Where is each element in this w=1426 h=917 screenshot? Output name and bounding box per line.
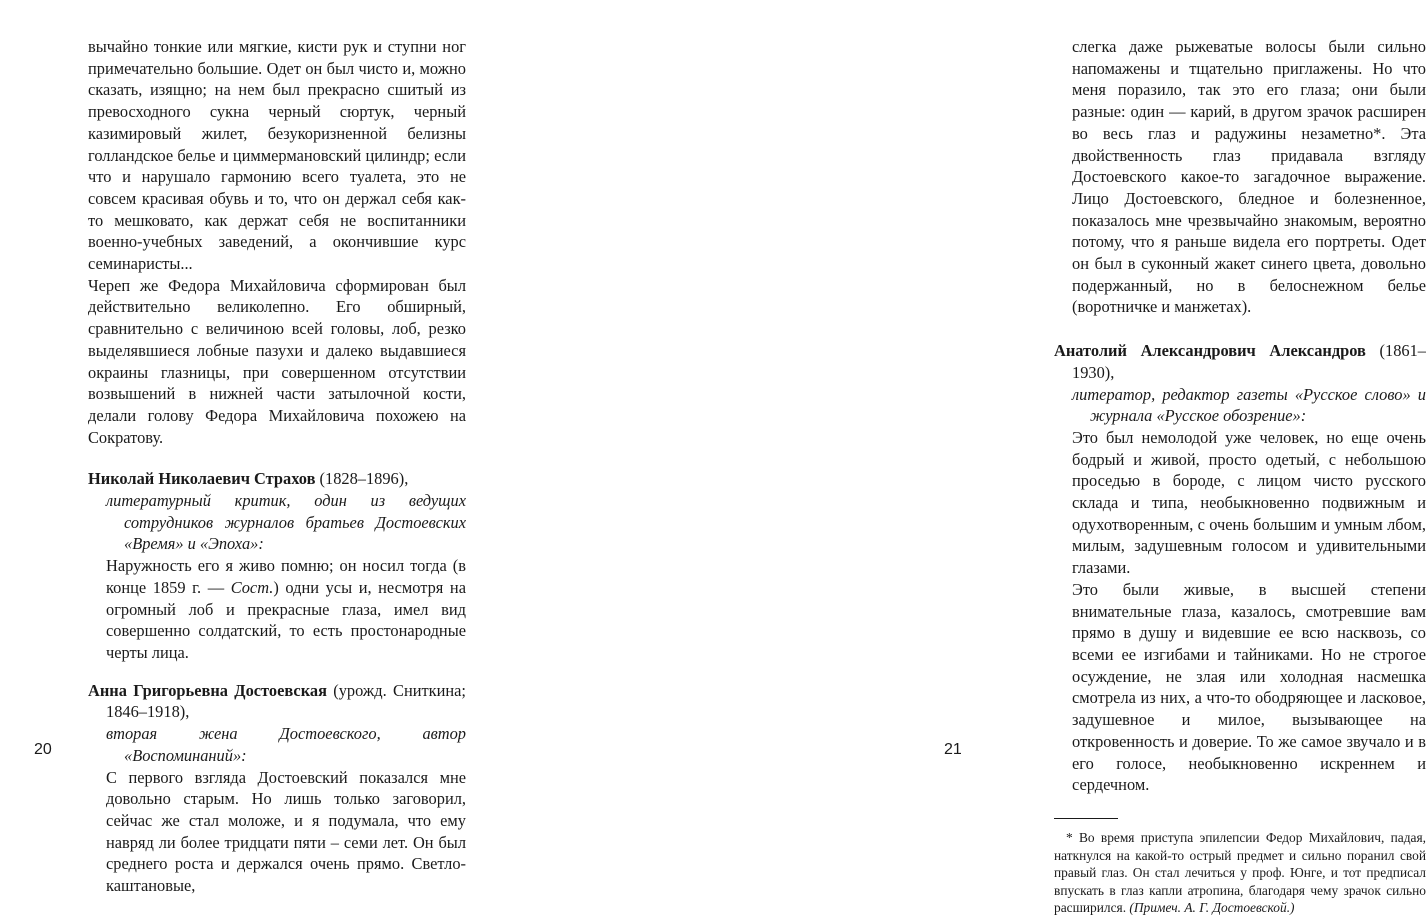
page-number-left: 20 xyxy=(34,741,52,758)
entry-aleksandrov xyxy=(1054,340,1426,796)
entry-strakhov xyxy=(88,468,466,663)
opening-paragraph: вычайно тонкие или мягкие, кисти рук и ступни ног примечательно большие. Одет он был чисто и, можно сказать, изящно; на нем был прекрасно сшитый из превосходного сукна черный сюртук, черный казимировый жилет, безукоризненной белизны голландское белье и циммермановский цилиндр; если что и нарушало гармонию всего туалета, это не совсем красивая обувь и то, что он держал себя как-то мешковато, как держат себя не воспитанники военно-учебных заведений, а окончившие курс семинаристы... xyxy=(88,37,466,274)
right-text-column xyxy=(1054,36,1426,917)
footnote-source: (Примеч. А. Г. Достоевской.) xyxy=(1129,900,1295,916)
continuation-paragraph: слегка даже рыжеватые волосы были сильно напомажены и тщательно приглажены. Но что меня поразило, так это его глаза; они были разные: один — карий, в другом зрачок расширен во весь глаз и радужины незаметно*. Эта двойственность глаз придавала взгляду Достоевского какое-то загадочное выражение. Лицо Достоевского, бледное и болезненное, показалось мне чрезвычайно знакомым, вероятно потому, что я раньше видела его портреты. Одет он был в суконный жакет синего цвета, довольно подержанный, но в белоснежном белье (воротничке и манжетах). xyxy=(1072,37,1426,317)
author-dates-aleksandrov: (1861–1930), xyxy=(1072,341,1426,382)
paragraph-skull: Череп же Федора Михайловича сформирован был действительно великолепно. Его обширный, сравнительно с величиною всей головы, лоб, резко выделявшиеся лобные пазухи и далеко выдавшиеся окраины глазницы, при совершенном отсутствии возвышений в нижней части затылочной кости, делали голову Федора Михайловича похожею на Сократову. xyxy=(88,275,466,447)
footnote-separator xyxy=(1054,818,1118,819)
author-role-strakhov: литературный критик, один из ведущих сотрудников журналов братьев Достоевских «Время» и «Эпоха»: xyxy=(106,491,466,554)
quote-aleksandrov-1: Это был немолодой уже человек, но еще очень бодрый и живой, просто одетый, с небольшою проседью в бороде, с лицом чисто русского склада и типа, необыкновенно подвижным и одухотворенным, с очень большим и умным лбом, милым, задушевным голосом и удивительными глазами. xyxy=(1072,427,1426,578)
page-number-right: 21 xyxy=(944,741,962,758)
quote-strakhov-part2: ) одни усы и, несмотря на огромный лоб и прекрасные глаза, имел вид совершенно солдатский, то есть простонародные черты лица. xyxy=(106,577,466,662)
left-text-column xyxy=(88,36,466,897)
editor-abbreviation: Сост. xyxy=(230,577,274,597)
left-page xyxy=(0,0,500,896)
quote-strakhov-part1: Наружность его я живо помню; он носил тогда (в конце 1859 г. — xyxy=(106,556,466,597)
quote-aleksandrov-2: Это были живые, в высшей степени внимательные глаза, казалось, смотревшие вам прямо в душу и видевшие ее всю насквозь, со всеми ее изгибами и тайниками. Но не строгое осуждение, не злая или холодная насмешка смотрела из них, а что-то ободряющее и ласковое, задушевное и милое, вызывающее на откровенность и доверие. То же самое звучало и в его голосе, необыкновенно искреннем и сердечном. xyxy=(1072,579,1426,795)
footnote-text: * Во время приступа эпилепсии Федор Михайлович, падая, наткнулся на какой-то острый предмет и сильно поранил свой правый глаз. Он стал лечиться у проф. Юнге, и тот предписал впускать в глаз капли атропина, благодаря чему зрачок сильно расширился. xyxy=(1054,829,1426,916)
quote-strakhov xyxy=(88,555,466,664)
author-name-dostoevskaya: Анна Григорьевна Достоевская xyxy=(88,680,327,700)
author-name-strakhov: Николай Николаевич Страхов xyxy=(88,469,316,489)
right-page xyxy=(500,0,1426,916)
quote-dostoevskaya: С первого взгляда Достоевский показался мне довольно старым. Но лишь только заговорил, сейчас же стал моложе, и я подумала, что ему навряд ли более тридцати пяти – семи лет. Он был среднего роста и держался очень прямо. Светло-каштановые, xyxy=(106,767,466,896)
author-dates-strakhov: (1828–1896), xyxy=(315,469,409,489)
author-dates-dostoevskaya: (урожд. Сниткина; 1846–1918), xyxy=(106,680,466,722)
author-name-aleksandrov: Анатолий Александрович Александров xyxy=(1054,341,1366,361)
footnote xyxy=(1054,829,1426,917)
author-role-aleksandrov: литератор, редактор газеты «Русское слово» и журнала «Русское обозрение»: xyxy=(1072,384,1426,426)
author-role-dostoevskaya: вторая жена Достоевского, автор «Воспоминаний»: xyxy=(106,724,466,765)
entry-dostoevskaya xyxy=(88,680,466,897)
